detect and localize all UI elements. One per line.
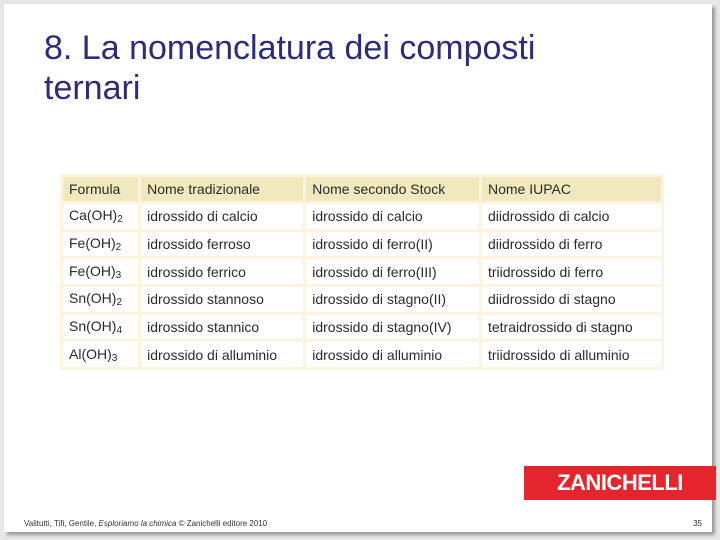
header-iupac-name: Nome IUPAC	[482, 177, 661, 201]
cell-stock: idrossido di calcio	[306, 204, 479, 229]
header-traditional-name: Nome tradizionale	[141, 177, 303, 201]
table-header-row	[63, 177, 661, 201]
zanichelli-logo: ZANICHELLI	[524, 466, 716, 500]
table-row	[63, 259, 661, 284]
cell-stock: idrossido di stagno(II)	[306, 287, 479, 312]
table-row	[63, 342, 661, 367]
cell-traditional: idrossido ferroso	[141, 232, 303, 257]
title-line-1: 8. La nomenclatura dei composti	[44, 29, 536, 67]
cell-stock: idrossido di ferro(III)	[306, 259, 479, 284]
cell-formula: $Fe(OH)_3$	[63, 259, 138, 284]
title-line-2: ternari	[44, 69, 141, 107]
table-row	[63, 204, 661, 229]
cell-formula: $Sn(OH)_2$	[63, 287, 138, 312]
table-row	[63, 287, 661, 312]
cell-formula: $Al(OH)_3$	[63, 342, 138, 367]
footer-authors: Valitutti, Tifi, Gentile,	[24, 519, 99, 528]
cell-iupac: tetraidrossido di stagno	[482, 315, 661, 340]
cell-iupac: diidrossido di stagno	[482, 287, 661, 312]
footer-credits	[24, 519, 267, 528]
footer-copyright: © Zanichelli editore 2010	[176, 519, 268, 528]
cell-traditional: idrossido stannoso	[141, 287, 303, 312]
cell-traditional: idrossido di calcio	[141, 204, 303, 229]
cell-formula: $Ca(OH)_2$	[63, 204, 138, 229]
nomenclature-table	[60, 174, 664, 370]
cell-iupac: triidrossido di ferro	[482, 259, 661, 284]
cell-stock: idrossido di ferro(II)	[306, 232, 479, 257]
cell-traditional: idrossido ferrico	[141, 259, 303, 284]
slide	[4, 4, 712, 532]
nomenclature-table-container	[60, 174, 664, 370]
cell-iupac: diidrossido di ferro	[482, 232, 661, 257]
header-stock-name: Nome secondo Stock	[306, 177, 479, 201]
table-row	[63, 315, 661, 340]
footer-book-title: Esploriamo la chimica	[98, 519, 177, 528]
page-number: 35	[693, 519, 702, 528]
cell-traditional: idrossido stannico	[141, 315, 303, 340]
cell-formula: $Fe(OH)_2$	[63, 232, 138, 257]
cell-stock: idrossido di stagno(IV)	[306, 315, 479, 340]
cell-traditional: idrossido di alluminio	[141, 342, 303, 367]
header-formula: Formula	[63, 177, 138, 201]
cell-iupac: triidrossido di alluminio	[482, 342, 661, 367]
cell-formula: $Sn(OH)_4$	[63, 315, 138, 340]
cell-iupac: diidrossido di calcio	[482, 204, 661, 229]
cell-stock: idrossido di alluminio	[306, 342, 479, 367]
slide-title	[44, 28, 664, 108]
table-row	[63, 232, 661, 257]
